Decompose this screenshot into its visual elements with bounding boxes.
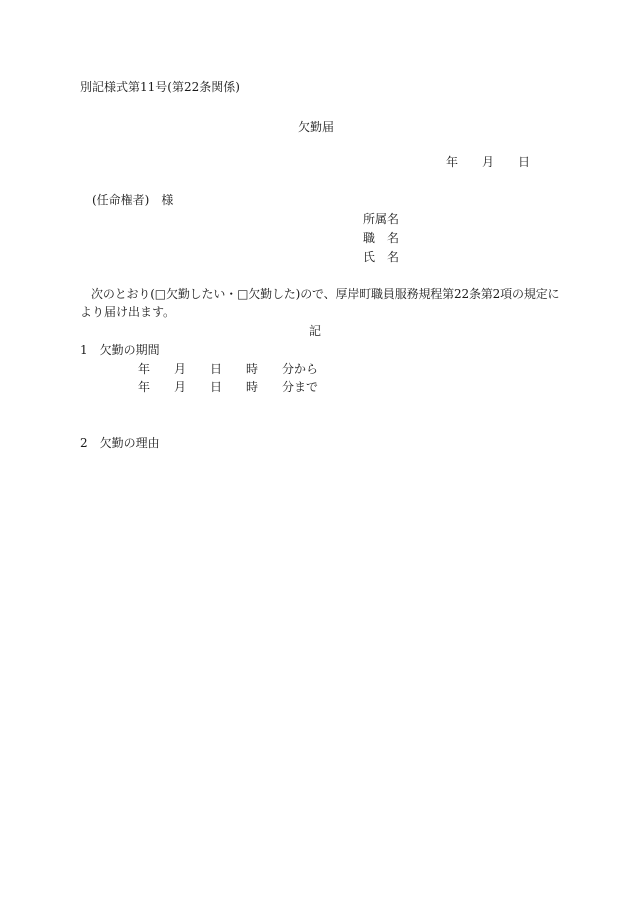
addressee: (任命権者) 様 xyxy=(92,193,174,207)
section-1-heading: 1 欠勤の期間 xyxy=(80,343,160,357)
body-text-line-2: より届け出ます。 xyxy=(80,305,176,319)
section-2-heading: 2 欠勤の理由 xyxy=(80,436,160,450)
form-label: 別記様式第11号(第22条関係) xyxy=(80,80,240,94)
applicant-position-label: 職 名 xyxy=(363,231,400,245)
body-text-line-1: 次のとおり(□欠勤したい・□欠勤した)ので、厚岸町職員服務規程第22条第2項の規定に xyxy=(91,287,560,301)
period-from-line: 年 月 日 時 分から xyxy=(138,362,319,376)
ki-label: 記 xyxy=(309,324,322,338)
document-title: 欠勤届 xyxy=(298,120,335,134)
date-line: 年 月 日 xyxy=(446,155,531,169)
applicant-department-label: 所属名 xyxy=(363,212,400,226)
period-to-line: 年 月 日 時 分まで xyxy=(138,380,319,394)
applicant-name-label: 氏 名 xyxy=(363,250,400,264)
